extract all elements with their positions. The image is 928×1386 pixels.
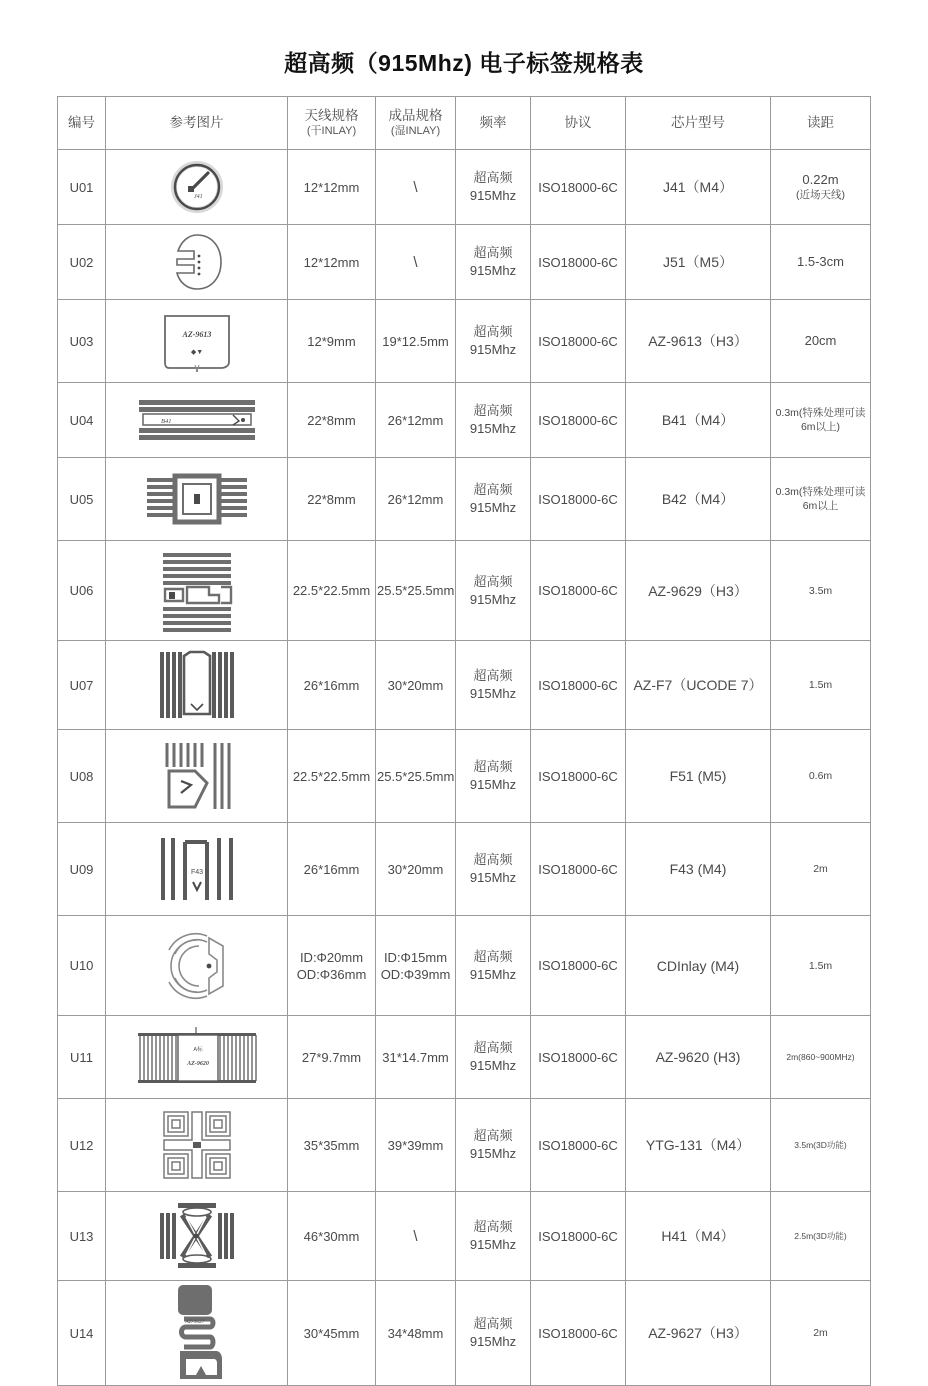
- cell-id: U14: [58, 1281, 106, 1386]
- freq-line-1: 超高频: [473, 852, 513, 867]
- cell-finished-spec: \: [376, 150, 456, 225]
- freq-line-2: 915Mhz: [469, 1237, 517, 1252]
- inlay-artwork-u08: [107, 737, 286, 815]
- table-row: [58, 383, 871, 458]
- cell-finished-spec: 26*12mm: [376, 383, 456, 458]
- svg-text:AZ-9613: AZ-9613: [182, 330, 211, 339]
- freq-line-1: 超高频: [473, 245, 513, 260]
- cell-reference-image: [106, 1192, 288, 1281]
- inlay-artwork-u02: [107, 231, 286, 293]
- header-cell-id: 编号: [58, 97, 106, 150]
- cell-read-distance: [771, 300, 871, 383]
- cell-reference-image: [106, 458, 288, 541]
- header-finished-sub: (湿INLAY): [390, 125, 441, 137]
- cell-protocol: ISO18000-6C: [531, 383, 626, 458]
- inlay-artwork-u09: [107, 832, 286, 906]
- table-row: [58, 458, 871, 541]
- header-finished-main: 成品规格: [388, 108, 443, 123]
- cell-reference-image: [106, 823, 288, 916]
- table-row: [58, 1099, 871, 1192]
- cell-id: U09: [58, 823, 106, 916]
- cell-read-distance: 2m: [771, 1281, 871, 1386]
- cell-frequency: [456, 150, 531, 225]
- freq-line-1: 超高频: [473, 1316, 513, 1331]
- cell-protocol: ISO18000-6C: [531, 225, 626, 300]
- cell-read-distance: 0.6m: [771, 730, 871, 823]
- cell-read-distance: 2.5m(3D功能): [771, 1192, 871, 1281]
- cell-antenna-spec: [288, 916, 376, 1016]
- freq-line-2: 915Mhz: [469, 263, 517, 278]
- cell-frequency: [456, 1192, 531, 1281]
- cell-protocol: ISO18000-6C: [531, 730, 626, 823]
- cell-id: U02: [58, 225, 106, 300]
- cell-read-distance: 3.5m(3D功能): [771, 1099, 871, 1192]
- cell-frequency: [456, 1099, 531, 1192]
- cell-finished-spec: 26*12mm: [376, 458, 456, 541]
- spec-table-container: [57, 96, 870, 1386]
- svg-text:A标: A标: [192, 1047, 203, 1053]
- header-cell-antenna: [288, 97, 376, 150]
- cell-finished-spec: 19*12.5mm: [376, 300, 456, 383]
- freq-line-2: 915Mhz: [469, 342, 517, 357]
- cell-chip-model: B41（M4）: [626, 383, 771, 458]
- cell-reference-image: [106, 1016, 288, 1099]
- cell-chip-model: AZ-F7（UCODE 7）: [626, 641, 771, 730]
- cell-reference-image: [106, 1099, 288, 1192]
- cell-chip-model: AZ-9620 (H3): [626, 1016, 771, 1099]
- table-body: [58, 150, 871, 1386]
- header-cell-frequency: 频率: [456, 97, 531, 150]
- cell-id: U10: [58, 916, 106, 1016]
- cell-frequency: [456, 916, 531, 1016]
- header-cell-read-distance: 读距: [771, 97, 871, 150]
- antenna-line-2: OD:Φ36mm: [296, 966, 367, 982]
- cell-reference-image: [106, 916, 288, 1016]
- header-antenna-main: 天线规格: [304, 108, 359, 123]
- freq-line-1: 超高频: [473, 403, 513, 418]
- cell-frequency: [456, 730, 531, 823]
- inlay-artwork-u05: [107, 468, 286, 530]
- cell-read-distance: 0.3m(特殊处理可读6m以上): [771, 383, 871, 458]
- read-main: 0.22m: [802, 172, 839, 187]
- freq-line-1: 超高频: [473, 482, 513, 497]
- cell-protocol: ISO18000-6C: [531, 1192, 626, 1281]
- header-cell-chip: 芯片型号: [626, 97, 771, 150]
- freq-line-1: 超高频: [473, 668, 513, 683]
- freq-line-1: 超高频: [473, 573, 513, 589]
- header-row: [58, 97, 871, 150]
- svg-text:AZ-9620: AZ-9620: [186, 1061, 209, 1067]
- cell-protocol: ISO18000-6C: [531, 1016, 626, 1099]
- svg-text:B41: B41: [160, 418, 171, 425]
- cell-finished-spec: [376, 916, 456, 1016]
- header-cell-finished: [376, 97, 456, 150]
- svg-text:◆▼: ◆▼: [190, 349, 203, 356]
- antenna-line-1: ID:Φ20mm: [299, 949, 364, 965]
- freq-line-1: 超高频: [473, 1040, 513, 1055]
- cell-reference-image: [106, 1281, 288, 1386]
- cell-read-distance: [771, 225, 871, 300]
- table-row: [58, 730, 871, 823]
- cell-id: U13: [58, 1192, 106, 1281]
- cell-antenna-spec: 26*16mm: [288, 823, 376, 916]
- table-row: [58, 1192, 871, 1281]
- svg-text:AZ-9627: AZ-9627: [184, 1319, 205, 1325]
- cell-protocol: ISO18000-6C: [531, 1281, 626, 1386]
- svg-text:F43: F43: [190, 869, 203, 876]
- inlay-artwork-u07: [107, 648, 286, 722]
- cell-frequency: [456, 1016, 531, 1099]
- inlay-artwork-u03: [107, 310, 286, 372]
- cell-chip-model: CDInlay (M4): [626, 916, 771, 1016]
- cell-protocol: ISO18000-6C: [531, 1099, 626, 1192]
- cell-reference-image: [106, 383, 288, 458]
- cell-read-distance: 1.5m: [771, 641, 871, 730]
- freq-line-1: 超高频: [473, 1128, 513, 1143]
- table-row: [58, 541, 871, 641]
- header-antenna-sub: (干INLAY): [306, 125, 357, 137]
- cell-chip-model: AZ-9613（H3）: [626, 300, 771, 383]
- freq-line-2: 915Mhz: [469, 591, 517, 607]
- cell-chip-model: F51 (M5): [626, 730, 771, 823]
- cell-reference-image: [106, 225, 288, 300]
- inlay-artwork-u06: [107, 549, 286, 633]
- table-row: [58, 641, 871, 730]
- cell-antenna-spec: 22*8mm: [288, 383, 376, 458]
- freq-line-2: 915Mhz: [469, 500, 517, 515]
- freq-line-2: 915Mhz: [469, 188, 517, 203]
- table-row: [58, 300, 871, 383]
- cell-id: U01: [58, 150, 106, 225]
- cell-chip-model: AZ-9629（H3）: [626, 541, 771, 641]
- cell-id: U07: [58, 641, 106, 730]
- cell-frequency: [456, 458, 531, 541]
- read-main: 1.5-3cm: [797, 254, 844, 269]
- spec-table: [57, 96, 871, 1386]
- cell-reference-image: [106, 541, 288, 641]
- cell-antenna-spec: 46*30mm: [288, 1192, 376, 1281]
- cell-frequency: [456, 541, 531, 641]
- cell-finished-spec: \: [376, 225, 456, 300]
- cell-chip-model: J41（M4）: [626, 150, 771, 225]
- freq-line-2: 915Mhz: [469, 870, 517, 885]
- cell-protocol: ISO18000-6C: [531, 916, 626, 1016]
- cell-antenna-spec: 27*9.7mm: [288, 1016, 376, 1099]
- table-row: [58, 823, 871, 916]
- table-row: [58, 1281, 871, 1386]
- cell-antenna-spec: 26*16mm: [288, 641, 376, 730]
- freq-line-2: 915Mhz: [469, 966, 517, 982]
- cell-read-distance: [771, 150, 871, 225]
- cell-chip-model: J51（M5）: [626, 225, 771, 300]
- header-cell-protocol: 协议: [531, 97, 626, 150]
- table-header: [58, 97, 871, 150]
- freq-line-1: 超高频: [473, 1219, 513, 1234]
- cell-antenna-spec: 12*12mm: [288, 225, 376, 300]
- read-main: 20cm: [804, 333, 837, 348]
- cell-protocol: ISO18000-6C: [531, 641, 626, 730]
- cell-read-distance: 2m(860~900MHz): [771, 1016, 871, 1099]
- cell-finished-spec: 25.5*25.5mm: [376, 541, 456, 641]
- inlay-artwork-u13: [107, 1199, 286, 1273]
- cell-id: U11: [58, 1016, 106, 1099]
- cell-frequency: [456, 641, 531, 730]
- cell-frequency: [456, 300, 531, 383]
- read-sub: (近场天线): [796, 189, 845, 201]
- table-row: [58, 916, 871, 1016]
- cell-finished-spec: 34*48mm: [376, 1281, 456, 1386]
- cell-read-distance: 3.5m: [771, 541, 871, 641]
- cell-id: U03: [58, 300, 106, 383]
- inlay-artwork-u11: [107, 1023, 286, 1091]
- cell-id: U05: [58, 458, 106, 541]
- cell-chip-model: F43 (M4): [626, 823, 771, 916]
- cell-id: U08: [58, 730, 106, 823]
- cell-chip-model: YTG-131（M4）: [626, 1099, 771, 1192]
- table-row: [58, 150, 871, 225]
- cell-finished-spec: 30*20mm: [376, 641, 456, 730]
- finished-line-1: ID:Φ15mm: [383, 949, 448, 965]
- cell-read-distance: 2m: [771, 823, 871, 916]
- cell-antenna-spec: 22*8mm: [288, 458, 376, 541]
- cell-id: U06: [58, 541, 106, 641]
- cell-id: U12: [58, 1099, 106, 1192]
- cell-read-distance: 1.5m: [771, 916, 871, 1016]
- inlay-artwork-u14: [107, 1283, 286, 1383]
- freq-line-1: 超高频: [473, 759, 513, 774]
- cell-protocol: ISO18000-6C: [531, 458, 626, 541]
- cell-chip-model: B42（M4）: [626, 458, 771, 541]
- cell-finished-spec: 25.5*25.5mm: [376, 730, 456, 823]
- cell-chip-model: H41（M4）: [626, 1192, 771, 1281]
- freq-line-1: 超高频: [473, 170, 513, 185]
- page-title: 超高频（915Mhz) 电子标签规格表: [284, 50, 644, 76]
- cell-chip-model: AZ-9627（H3）: [626, 1281, 771, 1386]
- freq-line-2: 915Mhz: [469, 1334, 517, 1349]
- header-cell-image: 参考图片: [106, 97, 288, 150]
- freq-line-2: 915Mhz: [469, 686, 517, 701]
- freq-line-2: 915Mhz: [469, 1058, 517, 1073]
- freq-line-2: 915Mhz: [469, 777, 517, 792]
- cell-antenna-spec: 30*45mm: [288, 1281, 376, 1386]
- finished-line-2: OD:Φ39mm: [380, 966, 451, 982]
- freq-line-2: 915Mhz: [469, 421, 517, 436]
- table-row: [58, 225, 871, 300]
- cell-frequency: [456, 225, 531, 300]
- cell-protocol: ISO18000-6C: [531, 150, 626, 225]
- cell-read-distance: 0.3m(特殊处理可读6m以上: [771, 458, 871, 541]
- cell-protocol: ISO18000-6C: [531, 823, 626, 916]
- cell-antenna-spec: 12*9mm: [288, 300, 376, 383]
- cell-antenna-spec: 22.5*22.5mm: [288, 541, 376, 641]
- cell-frequency: [456, 383, 531, 458]
- cell-reference-image: [106, 730, 288, 823]
- freq-line-1: 超高频: [473, 948, 513, 964]
- cell-frequency: [456, 823, 531, 916]
- cell-id: U04: [58, 383, 106, 458]
- cell-antenna-spec: 22.5*22.5mm: [288, 730, 376, 823]
- cell-reference-image: [106, 641, 288, 730]
- cell-protocol: ISO18000-6C: [531, 541, 626, 641]
- inlay-artwork-u12: [107, 1106, 286, 1184]
- svg-text:J41: J41: [193, 194, 203, 200]
- cell-reference-image: [106, 300, 288, 383]
- freq-line-2: 915Mhz: [469, 1146, 517, 1161]
- cell-finished-spec: \: [376, 1192, 456, 1281]
- cell-frequency: [456, 1281, 531, 1386]
- inlay-artwork-u04: [107, 397, 286, 443]
- cell-reference-image: [106, 150, 288, 225]
- freq-line-1: 超高频: [473, 324, 513, 339]
- cell-finished-spec: 31*14.7mm: [376, 1016, 456, 1099]
- cell-antenna-spec: 12*12mm: [288, 150, 376, 225]
- inlay-artwork-u10: [107, 924, 286, 1008]
- table-row: [58, 1016, 871, 1099]
- cell-protocol: ISO18000-6C: [531, 300, 626, 383]
- cell-finished-spec: 39*39mm: [376, 1099, 456, 1192]
- cell-finished-spec: 30*20mm: [376, 823, 456, 916]
- cell-antenna-spec: 35*35mm: [288, 1099, 376, 1192]
- inlay-artwork-u01: [107, 158, 286, 216]
